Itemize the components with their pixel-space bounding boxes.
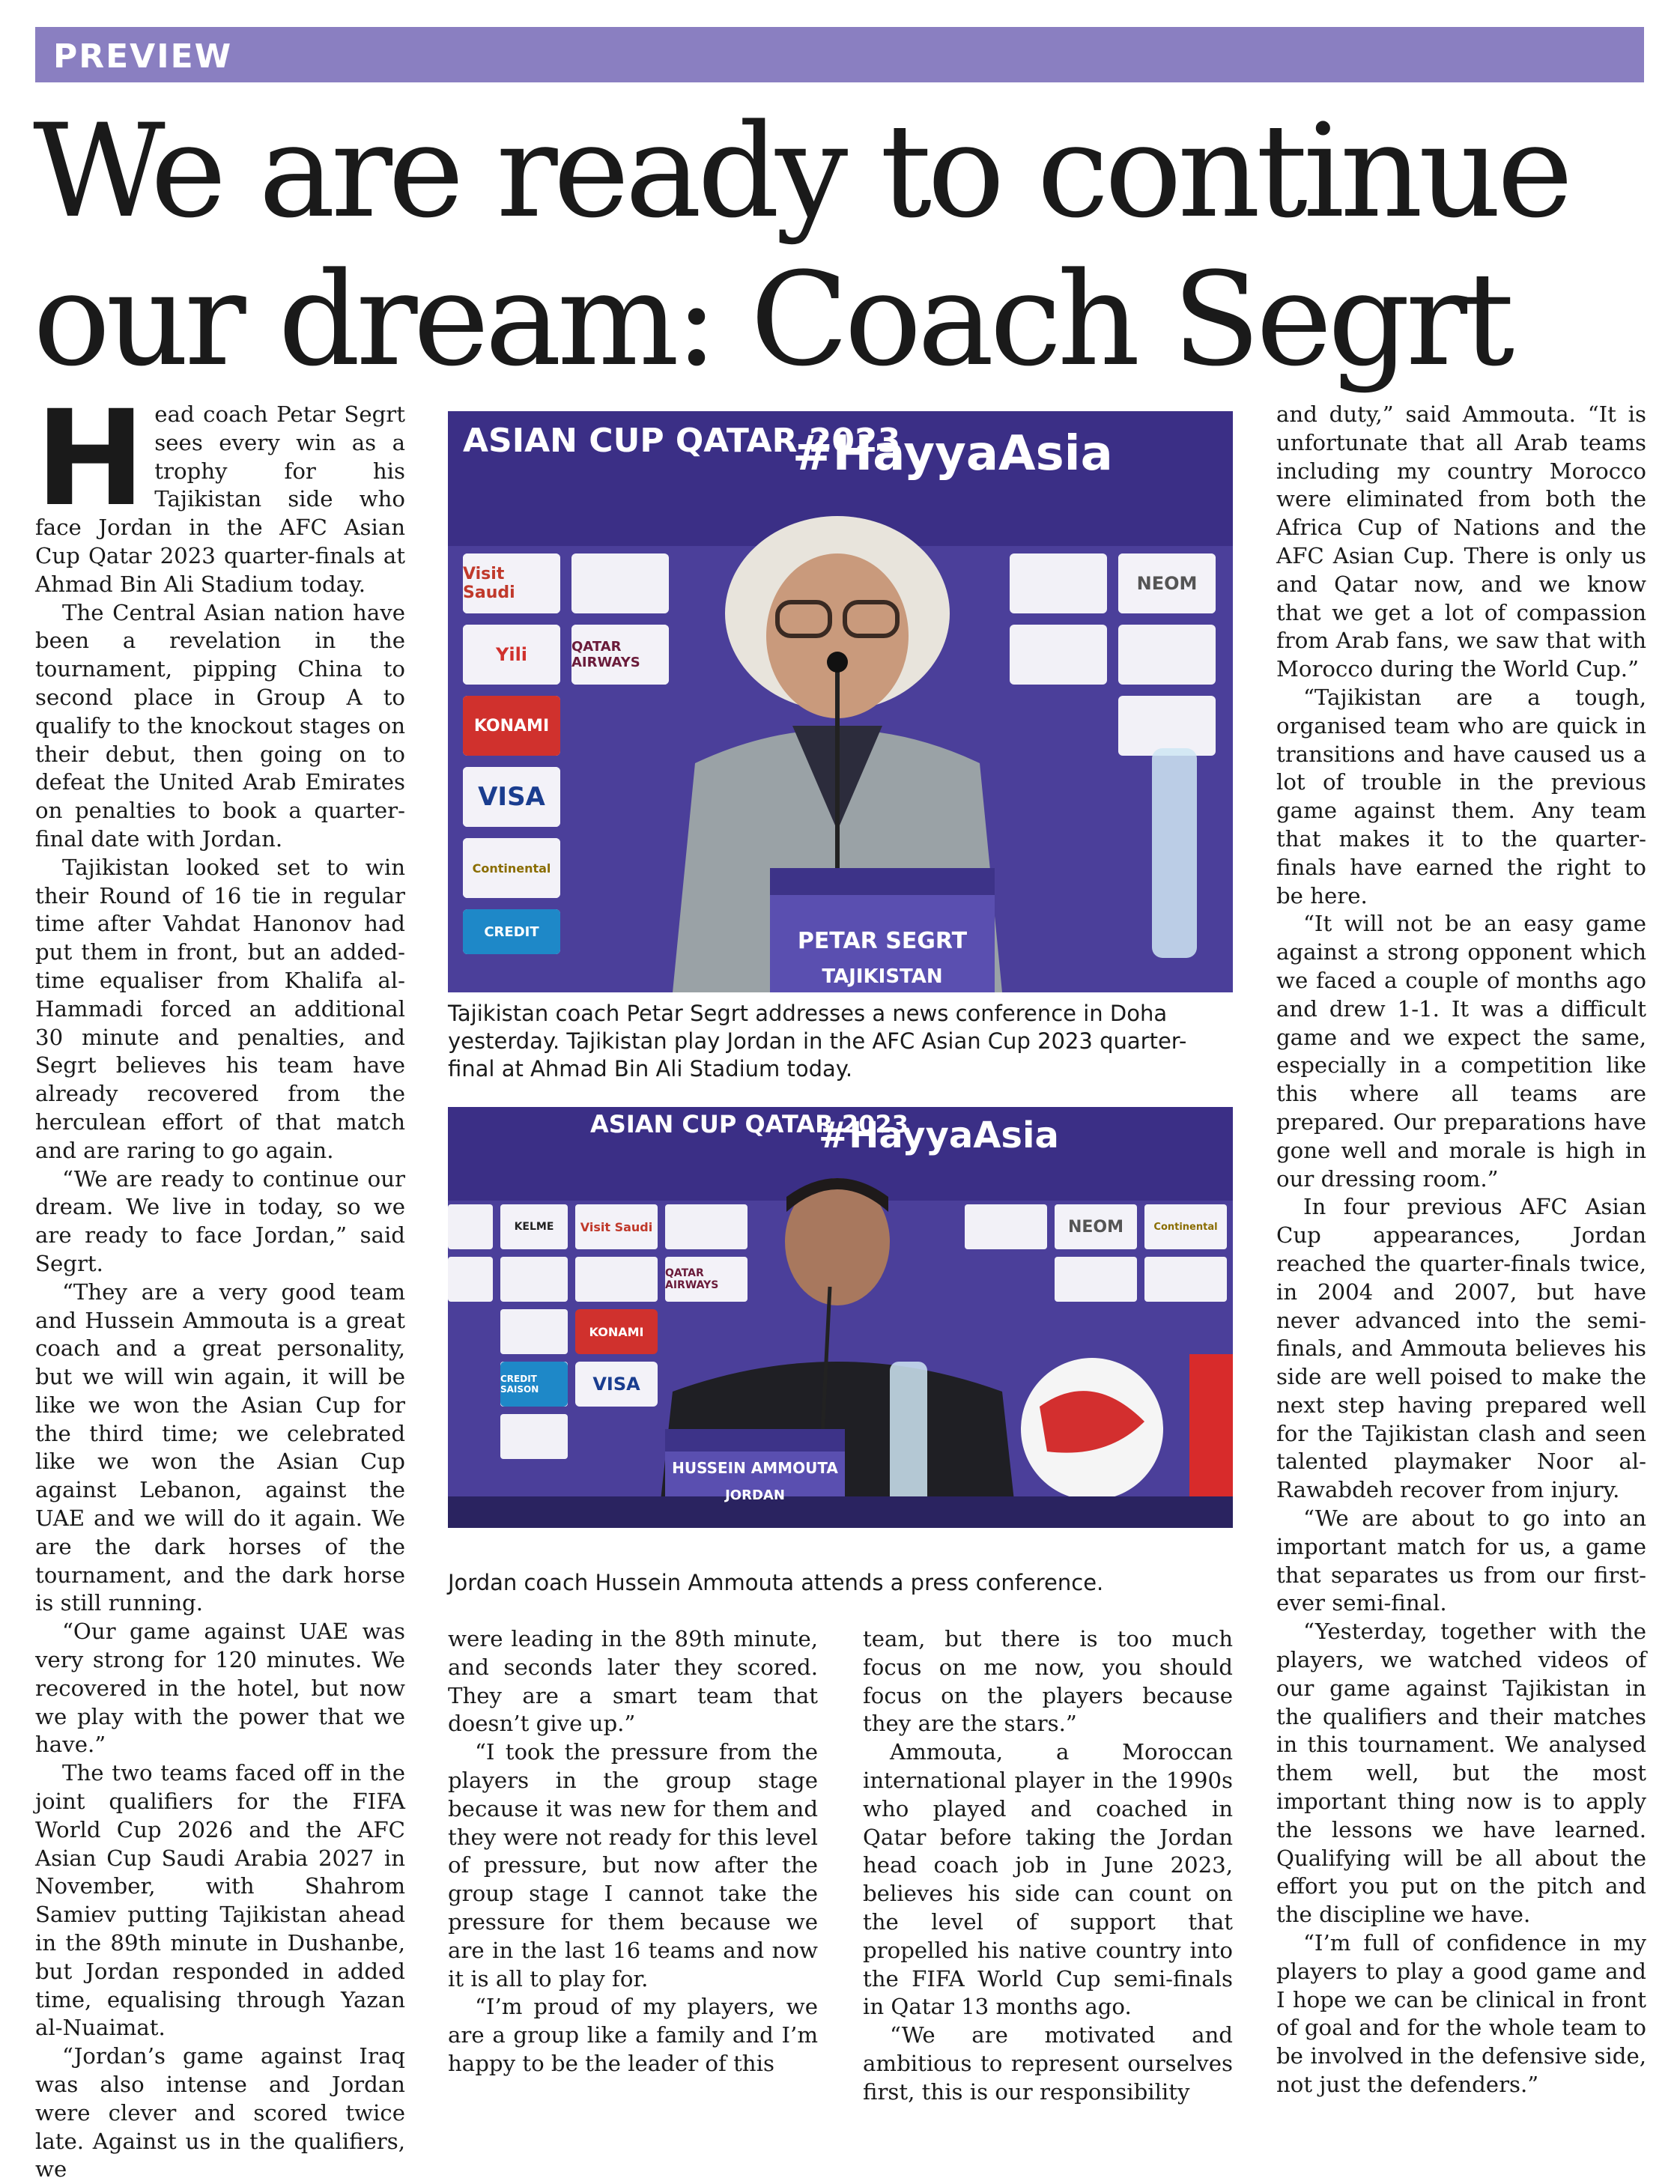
col2-paragraph-1: were leading in the 89th minute, and seconds later they scored. They are a smart team that doesn’t give up.” — [448, 1626, 818, 1737]
photo-hussein-ammouta — [448, 1107, 1233, 1528]
col1-paragraph-2: The Central Asian nation have been a revelation in the tournament, pipping China to second place in Group A to qualify to the knockout stages on their debut, then going on to defeat the United Arab Emirates on penalties to book a quarter-final date with Jordan. — [35, 599, 405, 852]
photo-1-nameplate-country: TAJIKISTAN — [822, 965, 943, 988]
headline: We are ready to continue our dream: Coach Segrt — [33, 96, 1569, 395]
photo-2-nameplate-country: JORDAN — [725, 1487, 785, 1503]
article-column-1 — [35, 382, 405, 2183]
col1-paragraph-3: Tajikistan looked set to win their Round of 16 tie in regular time after Vahdat Hanonov had put them in front, but an added-time equaliser from Khalifa al-Hammadi forced an additional 30 minute and penalties, and Segrt believes his team have already recovered from the herculean effort of that match and are raring to go again. — [35, 854, 405, 1163]
col1-paragraph-5: “They are a very good team and Hussein Ammouta is a great coach and a great personality, but we will win again, it will be like we won the Asian Cup for the third time; we celebrated like we won the Asian Cup against Lebanon, against the UAE and we will do it again. We are the dark horses of the tournament, and the dark horse is still running. — [35, 1278, 405, 1616]
photo-petar-segrt — [448, 411, 1233, 992]
photo-2-sponsor-2: Visit Saudi — [575, 1204, 658, 1249]
col4-paragraph-4: In four previous AFC Asian Cup appearances, Jordan reached the quarter-finals twice, in 2004 and 2007, but have never advanced into the semi-finals, and Ammouta believes his side are well poised to make the next step having prepared well for the Tajikistan clash and seen talented playmaker Noor al-Rawabdeh recover from injury. — [1276, 1194, 1646, 1503]
col1-paragraph-1: ead coach Petar Segrt sees every win as a trophy for his Tajikistan side who face Jordan in the AFC Asian Cup Qatar 2023 quarter-finals at Ahmad Bin Ali Stadium today. — [35, 401, 405, 597]
photo-2-sponsor-3: NEOM — [1055, 1204, 1137, 1249]
article-column-2 — [448, 1625, 818, 2090]
photo-2-nameplate: HUSSEIN AMMOUTA — [672, 1459, 838, 1477]
col4-paragraph-3: “It will not be an easy game against a strong opponent which we faced a couple of months ago and drew 1-1. It was a difficult game and we expect the same, especially in a competition like this where all teams are prepared. Our preparations have gone well and morale is high in our dressing room.” — [1276, 911, 1646, 1192]
photo-2-sponsor-7: CREDIT SAISON — [500, 1362, 568, 1407]
photo-1-sponsor-5: VISA — [463, 767, 560, 827]
col3-paragraph-3: “We are motivated and ambitious to represent ourselves first, this is our responsibility — [863, 2022, 1233, 2105]
col3-paragraph-2: Ammouta, a Moroccan international player in the 1990s who played and coached in Qatar before taking the Jordan head coach job in June 2023, believes his side can count on the level of support that propelled his native country into the FIFA World Cup semi-finals in Qatar 13 months ago. — [863, 1739, 1233, 2020]
photo-2-event-title: ASIAN CUP QATAR 2023 — [590, 1110, 909, 1138]
col4-paragraph-6: “Yesterday, together with the players, we watched videos of our game against Tajikistan in the qualifiers and their matches in this tournament. We analysed them well, but the most important thing now is to apply the lessons we have learned. Qualifying will be all about the effort you put on the pitch and the discipline we have. — [1276, 1619, 1646, 1928]
photo-1-hashtag: #HayyaAsia — [792, 426, 1113, 482]
photo-2-sponsor-5: VISA — [575, 1362, 658, 1407]
photo-1-sponsor-3: Yili — [463, 625, 560, 685]
article-column-3 — [863, 1625, 1233, 2105]
photo-1-sponsor-8: NEOM — [1118, 553, 1216, 613]
photo-1-sponsor-7: CREDIT — [463, 909, 560, 954]
section-banner — [35, 27, 1644, 82]
photo-2-sponsor-6: KONAMI — [575, 1309, 658, 1354]
col2-paragraph-3: “I’m proud of my players, we are a group like a family and I’m happy to be the leader of this — [448, 1994, 818, 2076]
photo-2-sponsor-1: KELME — [500, 1204, 568, 1249]
photo-2-caption: Jordan coach Hussein Ammouta attends a press conference. — [448, 1570, 1104, 1595]
photo-1-sponsor-6: Continental — [463, 838, 560, 898]
col1-paragraph-6: “Our game against UAE was very strong for 120 minutes. We recovered in the hotel, but now we play with the power that we have.” — [35, 1619, 405, 1758]
col2-paragraph-2: “I took the pressure from the players in the group stage because it was new for them and they were not ready for this level of pressure, but now after the group stage I cannot take the pressure for them because we are in the last 16 teams and now it is all to play for. — [448, 1739, 818, 1992]
photo-2-hashtag: #HayyaAsia — [819, 1114, 1059, 1156]
photo-2-sponsor-8: Continental — [1144, 1204, 1227, 1249]
photo-1-sponsor-1: Visit Saudi — [463, 553, 560, 613]
col4-paragraph-1: and duty,” said Ammouta. “It is unfortunate that all Arab teams including my country Morocco were eliminated from both the Africa Cup of Nations and the AFC Asian Cup. There is only us and Qatar now, and we know that we get a lot of compassion from Arab fans, we saw that with Morocco during the World Cup.” — [1276, 401, 1646, 682]
photo-1-illustration — [448, 411, 1233, 992]
col4-paragraph-2: “Tajikistan are a tough, organised team who are quick in transitions and have caused us a lot of trouble in the previous game against them. Any team that makes it to the quarter-finals have earned the right to be here. — [1276, 684, 1646, 909]
col1-paragraph-7: The two teams faced off in the joint qualifiers for the FIFA World Cup 2026 and the AFC Asian Cup Saudi Arabia 2027 in November, with Shahrom Samiev putting Tajikistan ahead in the 89th minute in Dushanbe, but Jordan responded in added time, equalising through Yazan al-Nuaimat. — [35, 1760, 405, 2041]
article-column-4 — [1276, 401, 1646, 2098]
photo-1-nameplate: PETAR SEGRT — [797, 928, 968, 954]
col3-paragraph-1: team, but there is too much focus on me now, you should focus on the players because they are the stars.” — [863, 1626, 1233, 1737]
photo-1-sponsor-2: QATAR AIRWAYS — [571, 625, 669, 685]
col4-paragraph-5: “We are about to go into an important match for us, a game that separates us from our first-ever semi-final. — [1276, 1505, 1646, 1616]
drop-cap: H — [35, 382, 146, 536]
section-label: PREVIEW — [53, 37, 233, 76]
photo-1-caption: Tajikistan coach Petar Segrt addresses a news conference in Doha yesterday. Tajikistan play Jordan in the AFC Asian Cup 2023 quarter-final at Ahmad Bin Ali Stadium today. — [448, 1001, 1187, 1082]
col1-paragraph-8: “Jordan’s game against Iraq was also intense and Jordan were clever and scored twice late. Against us in the qualifiers, we — [35, 2043, 405, 2183]
col4-paragraph-7: “I’m full of confidence in my players to play a good game and I hope we can be clinical in front of goal and for the whole team to be involved in the defensive side, not just the defenders.” — [1276, 1930, 1646, 2098]
photo-2-sponsor-4: QATAR AIRWAYS — [665, 1257, 747, 1302]
photo-1-event-title: ASIAN CUP QATAR 2023 — [463, 422, 901, 460]
photo-1-sponsor-4: KONAMI — [463, 696, 560, 756]
col1-paragraph-4: “We are ready to continue our dream. We live in today, so we are ready to face Jordan,” said Segrt. — [35, 1165, 405, 1276]
